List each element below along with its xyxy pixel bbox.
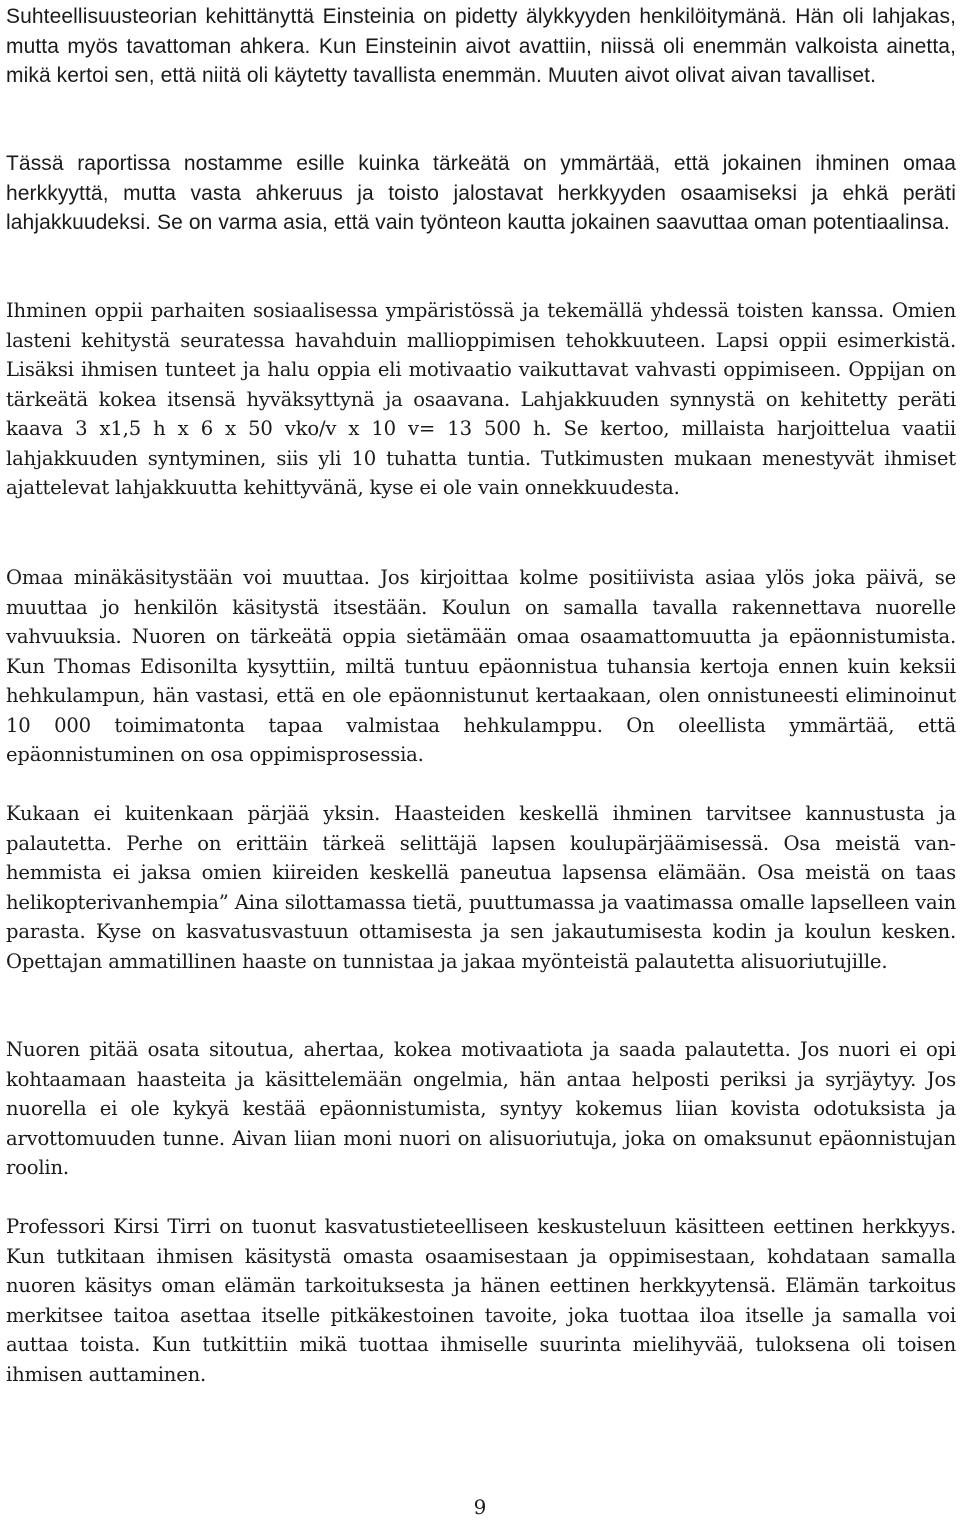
paragraph-report-intro: Tässä raportissa nostamme esille kuinka tärkeätä on ymmärtää, että jokainen ihminen omaa herkkyyttä, mutta vasta ahkeruus ja toisto jalostavat herkkyyden osaamiseksi ja ehkä peräti lahjakkuudeksi. Se on varma asia, että vain työnteon kautta jokainen saavuttaa oman potentiaalinsa.	[6, 152, 956, 234]
page-number: 9	[473, 1495, 487, 1519]
paragraph-commitment: Nuoren pitää osata sitoutua, ahertaa, kokea motivaatiota ja saada palautetta. Jos nuori ei opi kohtaamaan haasteita ja käsittelemään ongelmia, hän antaa helposti periksi ja syrjäytyy. Jos nuorella ei ole kykyä kestää epäonnistumista, syntyy kokemus liian kovista odotuksista ja arvottomuuden tunne. Aivan liian moni nuori on alisuoriutuja, joka on omaksunut epäonnistujan roolin.	[6, 1038, 956, 1179]
paragraph-self-image: Omaa minäkäsitystään voi muuttaa. Jos kirjoittaa kolme positiivista asiaa ylös joka päivä, se muuttaa jo henkilön käsitystä itsestään. Koulun on samalla tavalla rakennettava nuorelle vahvuuksia. Nuoren on tärkeätä oppia sietämään omaa osaamattomuutta ja epäonnistumista. Kun Thomas Edisonilta kysyttiin, miltä tuntuu epäonnistua tuhansia kertoja ennen kuin keksii hehkulampun, hän vastasi, että en ole epäonnistunut kertaakaan, olen onnistuneesti eliminoinut 10 000 toimimatonta tapaa valmistaa hehkulamppu. On oleellista ymmärtää, että epäonnistuminen on osa oppimisprosessia.	[6, 566, 956, 766]
paragraph-ethical-sensitivity: Professori Kirsi Tirri on tuonut kasvatustieteelliseen keskusteluun käsitteen eettinen herkkyys. Kun tutkitaan ihmisen käsitystä omasta osaamisestaan ja oppimisestaan, kohdataan samalla nuoren käsitys oman elämän tarkoituksesta ja hänen eettinen herkkyytensä. Elämän tarkoitus merkitsee taitoa asettaa itselle pitkäkestoinen tavoite, joka tuottaa iloa itselle ja samalla voi auttaa toista. Kun tutkittiin mikä tuottaa ihmiselle suurinta mielihyvää, tuloksena oli toisen ihmisen auttaminen.	[6, 1215, 956, 1386]
paragraph-support: Kukaan ei kuitenkaan pärjää yksin. Haasteiden keskellä ihminen tarvitsee kannustusta ja palautetta. Perhe on erittäin tärkeä selittäjä lapsen koulupärjäämisessä. Osa meistä vanhemmista ei jaksa omien kiireiden keskellä paneutua lapsensa elämään. Osa meistä on taas helikopterivanhempia” Aina silottamassa tietä, puuttumassa ja vaatimassa omalle lapselleen vain parasta. Kyse on kasvatusvastuun ottamisesta ja sen jakautumisesta kodin ja koulun kesken. Opettajan ammatillinen haaste on tunnistaa ja jakaa myönteistä palautetta alisuoriutujille.	[6, 802, 956, 973]
paragraph-social-learning: Ihminen oppii parhaiten sosiaalisessa ympäristössä ja tekemällä yhdessä toisten kanssa. Omien lasteni kehitystä seuratessa havahduin mallioppimisen tehokkuuteen. Lapsi oppii esimerkistä. Lisäksi ihmisen tunteet ja halu oppia eli motivaatio vaikuttavat vahvasti oppimiseen. Oppijan on tärkeätä kokea itsensä hyväksyttynä ja osaavana. Lahjakkuuden synnystä on kehitetty peräti kaava 3 x1,5 h x 6 x 50 vko/v x 10 v= 13 500 h. Se kertoo, millaista harjoittelua vaatii lahjakkuuden syntyminen, siis yli 10 tuhatta tuntia. Tutkimusten mukaan menestyvät ihmiset ajattelevat lahjakkuutta kehittyvänä, kyse ei ole vain onnekkuudesta.	[6, 299, 956, 499]
paragraph-einstein: Suhteellisuusteorian kehittänyttä Einsteinia on pidetty älykkyyden henkilöitymänä. Hän oli lahjakas, mutta myös tavattoman ahkera. Kun Einsteinin aivot avattiin, niissä oli enemmän valkoista ainetta, mikä kertoi sen, että niitä oli käytetty tavallista enemmän. Muuten aivot olivat aivan tavalliset.	[6, 5, 956, 87]
